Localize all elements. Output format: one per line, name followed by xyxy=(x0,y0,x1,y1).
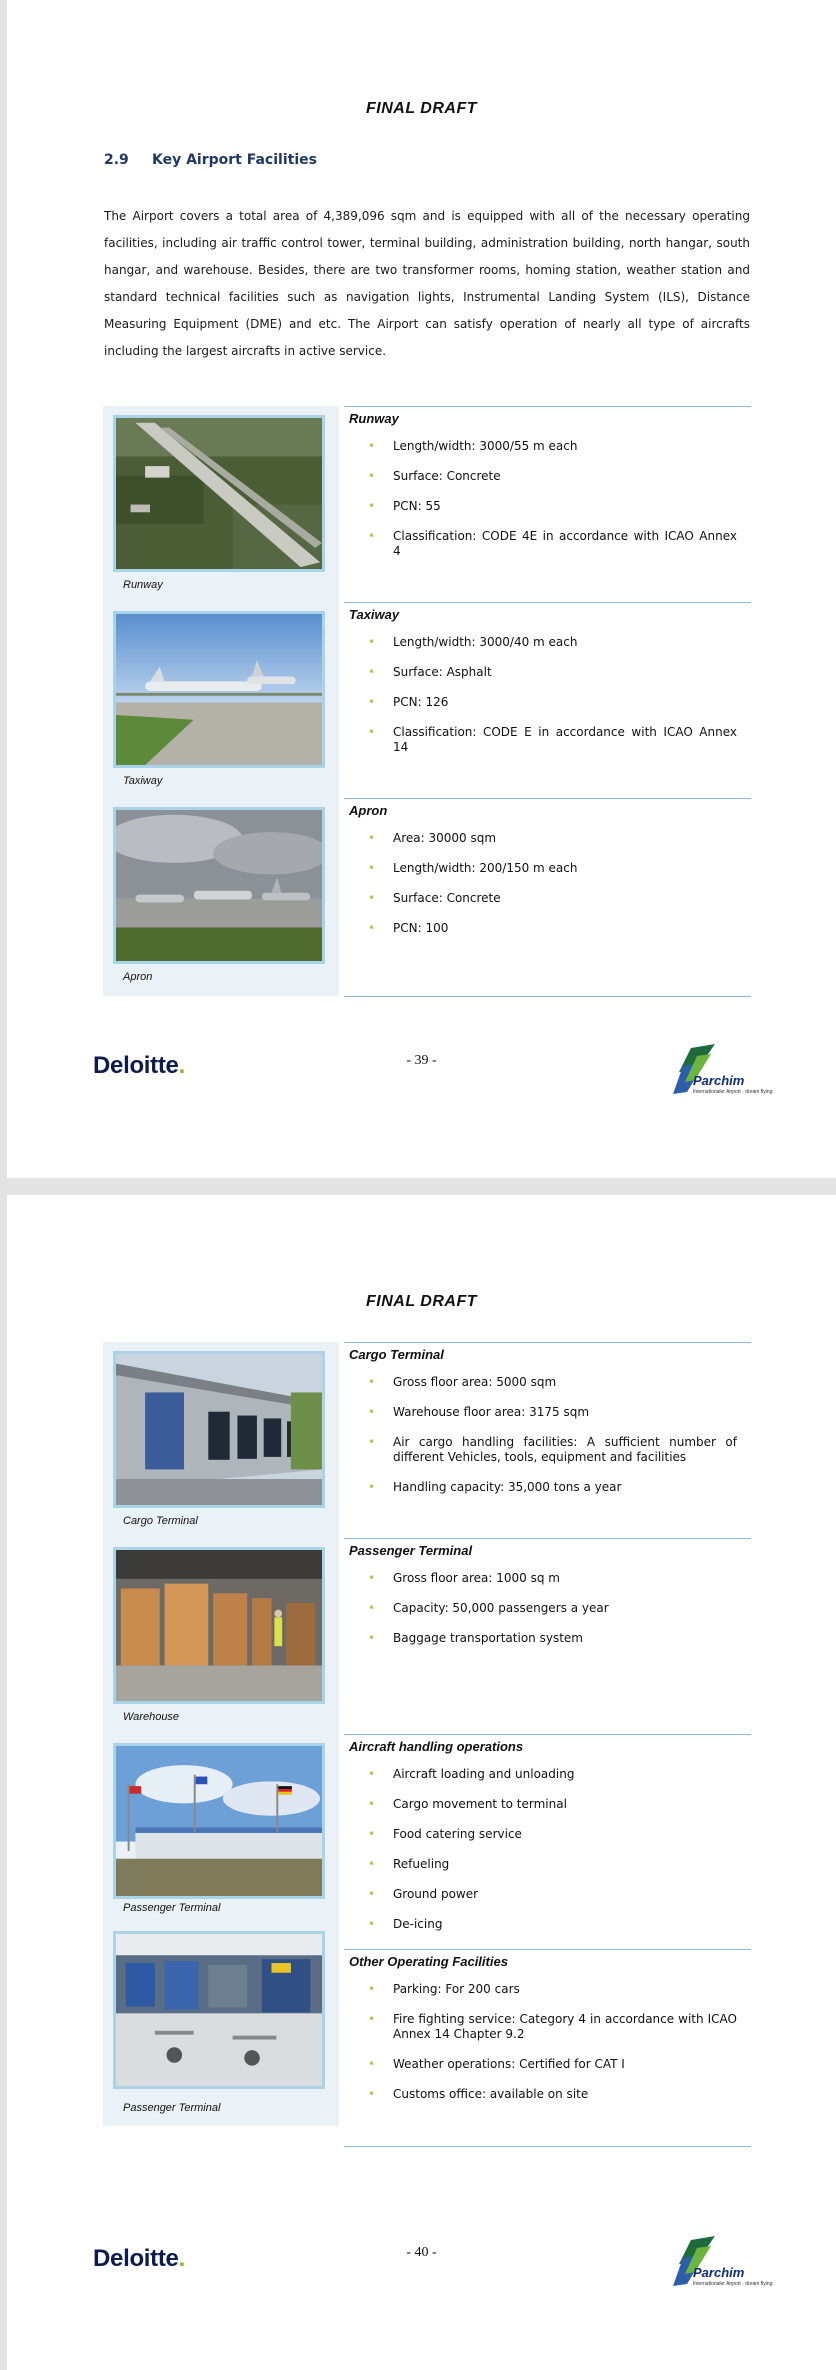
facility-row-aircraft-handling xyxy=(344,1734,751,1950)
facility-list xyxy=(368,831,737,951)
list-item: • Refueling xyxy=(368,1857,737,1872)
list-item: • Area: 30000 sqm xyxy=(368,831,737,846)
facility-title: Other Operating Facilities xyxy=(349,1954,508,1969)
passenger-terminal-exterior-photo xyxy=(113,1743,325,1899)
list-item: • Ground power xyxy=(368,1887,737,1902)
facility-list xyxy=(368,1767,737,1947)
list-item: • Surface: Concrete xyxy=(368,891,737,906)
list-item: • Fire fighting service: Category 4 in accordance with ICAO Annex 14 Chapter 9.2 xyxy=(368,2012,737,2042)
list-item: • Aircraft loading and unloading xyxy=(368,1767,737,1782)
parchim-logo xyxy=(671,1040,773,1110)
list-item: • Weather operations: Certified for CAT I xyxy=(368,2057,737,2072)
document-page-40 xyxy=(7,1195,836,2370)
taxiway-photo xyxy=(113,611,325,768)
logo-name: Parchim xyxy=(693,2265,745,2280)
list-item: • Classification: CODE E in accordance with ICAO Annex 14 xyxy=(368,725,737,755)
section-number: 2.9 xyxy=(104,152,129,168)
logo-name: Parchim xyxy=(693,1073,745,1088)
facility-title: Aircraft handling operations xyxy=(349,1739,524,1754)
facilities-table xyxy=(103,406,751,998)
facility-title: Taxiway xyxy=(349,607,400,622)
photo-cell-cargo xyxy=(103,1342,339,1538)
brand-name: Deloitte xyxy=(93,1052,179,1079)
photo-caption: Warehouse xyxy=(123,1711,180,1723)
facility-title: Apron xyxy=(349,803,388,818)
list-item: • Parking: For 200 cars xyxy=(368,1982,737,1997)
list-item: • Customs office: available on site xyxy=(368,2087,737,2102)
facility-list xyxy=(368,1571,737,1661)
section-heading xyxy=(104,152,317,168)
list-item: • PCN: 126 xyxy=(368,695,737,710)
list-item: • Gross floor area: 1000 sq m xyxy=(368,1571,737,1586)
cargo-terminal-photo xyxy=(113,1351,325,1508)
draft-label: FINAL DRAFT xyxy=(366,100,477,117)
photo-cell-passenger-1 xyxy=(103,1734,339,1927)
photo-cell-passenger-2 xyxy=(103,1927,339,2126)
facility-row-taxiway xyxy=(344,602,751,799)
facility-title: Runway xyxy=(349,411,399,426)
list-item: • De-icing xyxy=(368,1917,737,1932)
facility-list xyxy=(368,635,737,770)
list-item: • Length/width: 200/150 m each xyxy=(368,861,737,876)
brand-dot: . xyxy=(178,2245,185,2272)
facility-list xyxy=(368,1375,737,1510)
list-item: • Handling capacity: 35,000 tons a year xyxy=(368,1480,737,1495)
facilities-table xyxy=(103,1342,751,2147)
photo-caption: Taxiway xyxy=(123,775,163,787)
logo-tagline: Internationaler Airport · dream flying xyxy=(693,2281,773,2287)
facility-row-runway xyxy=(344,406,751,602)
facility-row-other-operating xyxy=(344,1949,751,2147)
logo-tagline: Internationaler Airport · dream flying xyxy=(693,1089,773,1095)
list-item: • Length/width: 3000/55 m each xyxy=(368,439,737,454)
section-title: Key Airport Facilities xyxy=(152,152,317,168)
photo-caption: Apron xyxy=(123,971,153,983)
photo-caption: Passenger Terminal xyxy=(123,2102,221,2114)
facility-list xyxy=(368,1982,737,2117)
draft-label: FINAL DRAFT xyxy=(366,1293,477,1310)
list-item: • PCN: 55 xyxy=(368,499,737,514)
facility-title: Cargo Terminal xyxy=(349,1347,444,1362)
list-item: • Baggage transportation system xyxy=(368,1631,737,1646)
document-page-39 xyxy=(7,0,836,1178)
table-bottom-rule xyxy=(344,2146,751,2147)
apron-photo xyxy=(113,807,325,964)
parchim-logo xyxy=(671,2232,773,2302)
photo-caption: Cargo Terminal xyxy=(123,1515,198,1527)
intro-paragraph: The Airport covers a total area of 4,389,096 sqm and is equipped with all of the necessary operating facilities, including air traffic control tower, terminal building, administration building, north hangar, south hangar, and warehouse. Besides, there are two transformer rooms, homing station, weather station and standard technical facilities such as navigation lights, Instrumental Landing System (ILS), Distance Measuring Equipment (DME) and etc. The Airport can satisfy operation of nearly all type of aircrafts including the largest aircrafts in active service. xyxy=(104,209,750,358)
list-item: • Cargo movement to terminal xyxy=(368,1797,737,1812)
facility-list xyxy=(368,439,737,574)
list-item: • Food catering service xyxy=(368,1827,737,1842)
list-item: • Surface: Asphalt xyxy=(368,665,737,680)
facility-row-apron xyxy=(344,798,751,997)
list-item: • Gross floor area: 5000 sqm xyxy=(368,1375,737,1390)
list-item: • Surface: Concrete xyxy=(368,469,737,484)
photo-caption: Passenger Terminal xyxy=(123,1902,221,1914)
list-item: • Warehouse floor area: 3175 sqm xyxy=(368,1405,737,1420)
photo-cell-taxiway xyxy=(103,602,339,798)
page-number: - 39 - xyxy=(406,1053,437,1068)
photo-cell-runway xyxy=(103,406,339,601)
page-number: - 40 - xyxy=(406,2245,437,2260)
photo-cell-warehouse xyxy=(103,1538,339,1734)
list-item: • Length/width: 3000/40 m each xyxy=(368,635,737,650)
brand-dot: . xyxy=(178,1052,185,1079)
facility-row-passenger-terminal xyxy=(344,1538,751,1735)
facility-title: Passenger Terminal xyxy=(349,1543,473,1558)
list-item: • Capacity: 50,000 passengers a year xyxy=(368,1601,737,1616)
photo-caption: Runway xyxy=(123,579,163,591)
brand-name: Deloitte xyxy=(93,2245,179,2272)
list-item: • PCN: 100 xyxy=(368,921,737,936)
facility-row-cargo-terminal xyxy=(344,1342,751,1539)
warehouse-photo xyxy=(113,1547,325,1704)
passenger-terminal-interior-photo xyxy=(113,1931,325,2089)
runway-photo xyxy=(113,415,325,572)
list-item: • Air cargo handling facilities: A sufficient number of different Vehicles, tools, equipment and facilities xyxy=(368,1435,737,1465)
photo-cell-apron xyxy=(103,798,339,996)
list-item: • Classification: CODE 4E in accordance with ICAO Annex 4 xyxy=(368,529,737,559)
table-bottom-rule xyxy=(344,996,751,997)
